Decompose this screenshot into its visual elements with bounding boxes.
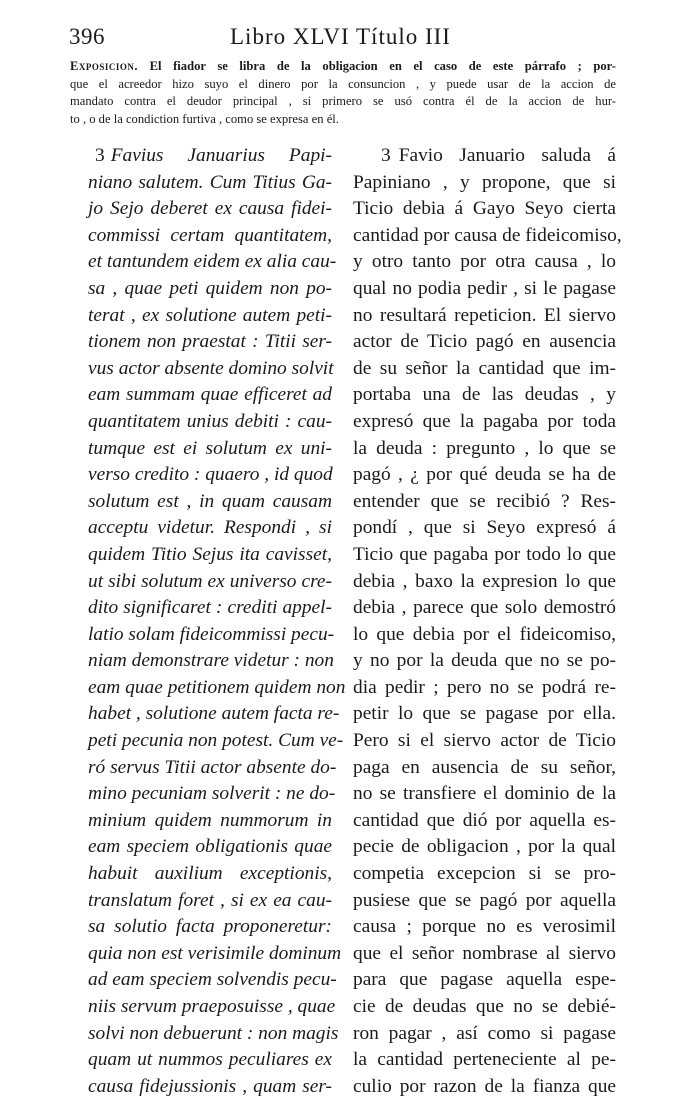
spanish-line: qual no podia pedir , si le pagase <box>353 277 616 299</box>
latin-line: quia non est verisimile dominum <box>88 942 342 964</box>
running-head: Libro XLVI Título III <box>230 24 451 49</box>
latin-line <box>88 143 332 170</box>
latin-line-text: Favius Januarius Papi- <box>110 145 332 166</box>
latin-line: solvi non debuerunt : non magis <box>88 1022 339 1044</box>
latin-line: ró servus Titii actor absente do- <box>88 756 337 778</box>
latin-line: causa fidejussionis , quam ser- <box>88 1075 332 1097</box>
spanish-line: pagó , ¿ por qué deuda se ha de <box>353 464 616 486</box>
latin-line: sa solutio facta proponeretur: <box>88 916 332 938</box>
spanish-line: la deuda : pregunto , lo que se <box>353 437 616 459</box>
latin-line: translatum foret , si ex ea cau- <box>88 889 332 911</box>
spanish-line <box>353 143 616 170</box>
latin-column <box>88 143 346 1100</box>
latin-line: mino pecuniam solverit : ne do- <box>88 783 336 805</box>
latin-line: dito significaret : crediti appel- <box>88 597 332 619</box>
latin-line: eam speciem obligationis quae <box>88 836 332 858</box>
spanish-line: para que pagase aquella espe- <box>353 969 616 991</box>
spanish-line: paga en ausencia de su señor, <box>353 756 616 778</box>
exposicion-line <box>70 58 616 76</box>
latin-line: quidem Titio Sejus ita cavisset, <box>88 543 332 565</box>
spanish-line: causa ; porque no es verosimil <box>353 916 616 938</box>
latin-line: quantitatem unius debiti : cau- <box>88 410 332 432</box>
exposicion-line: que el acreedor hizo suyo el dinero por la consuncion , y puede usar de la accion de <box>70 76 616 91</box>
spanish-line: y no por la deuda que no se po- <box>353 650 616 672</box>
latin-line: acceptu videtur. Respondi , si <box>88 517 332 539</box>
latin-line: terat , ex solutione autem peti- <box>88 304 332 326</box>
latin-line: niano salutem. Cum Titius Ga- <box>88 171 332 193</box>
spanish-line: dia pedir ; pero no se podrá re- <box>353 676 616 698</box>
latin-line: ad eam speciem solvendis pecu- <box>88 969 337 991</box>
latin-line: habuit auxilium exceptionis, <box>88 863 332 885</box>
latin-line: tionem non praestat : Titii ser- <box>88 331 332 353</box>
spanish-line: debia , baxo la expresion lo que <box>353 570 616 592</box>
spanish-line: actor de Ticio pagó en ausencia <box>353 331 616 353</box>
spanish-line: Pero si el siervo actor de Ticio <box>353 730 616 752</box>
section-number: 3 <box>381 145 391 166</box>
spanish-line: cantidad que dió por aquella es- <box>353 809 616 831</box>
latin-line: sa , quae peti quidem non po- <box>88 277 332 299</box>
latin-line: commissi certam quantitatem, <box>88 224 332 246</box>
latin-line: tumque est ei solutum ex uni- <box>88 437 332 459</box>
spanish-line: cantidad por causa de fideicomiso, <box>353 224 622 246</box>
spanish-line: pusiese que se pagó por aquella <box>353 889 616 911</box>
latin-line: et tantundem eidem ex alia cau- <box>88 251 337 273</box>
exposicion-line: mandato contra el deudor principal , si primero se usó contra él de la accion de hur- <box>70 94 616 109</box>
latin-line: latio solam fideicommissi pecu- <box>88 623 335 645</box>
exposicion-summary <box>70 58 616 128</box>
latin-line: niam demonstrare videtur : non <box>88 650 334 672</box>
spanish-line: la cantidad perteneciente al pe- <box>353 1049 616 1071</box>
latin-line: ut sibi solutum ex universo cre- <box>88 570 332 592</box>
spanish-line: ron pagar , así como si pagase <box>353 1022 616 1044</box>
spanish-line: que el señor nombrase al siervo <box>353 942 616 964</box>
spanish-line: de su señor la cantidad que im- <box>353 357 616 379</box>
spanish-line: cie de deudas que no se debié- <box>353 996 616 1017</box>
latin-line: peti pecunia non potest. Cum ve- <box>88 730 344 752</box>
latin-line: verso credito : quaero , id quod <box>88 464 333 486</box>
spanish-line: Ticio debia á Gayo Seyo cierta <box>353 198 616 220</box>
latin-line: jo Sejo deberet ex causa fidei- <box>88 198 332 220</box>
exposicion-line: to , o de la condiction furtiva , como se expresa en él. <box>70 111 339 126</box>
latin-line: solutum est , in quam causam <box>88 490 332 512</box>
exposicion-line-text: El fiador se libra de la obligacion en el caso de este párrafo ; por- <box>138 59 616 73</box>
spanish-line: entender que se recibió ? Res- <box>353 490 616 512</box>
exposicion-label: Exposicion. <box>70 59 139 73</box>
latin-line: habet , solutione autem facta re- <box>88 703 340 725</box>
latin-line: niis servum praeposuisse , quae <box>88 996 336 1017</box>
latin-line: eam quae petitionem quidem non <box>88 676 346 698</box>
spanish-line: expresó que la pagaba por toda <box>353 410 616 432</box>
spanish-line: petir lo que se pagase por ella. <box>353 703 616 725</box>
page-number: 396 <box>69 24 105 49</box>
spanish-line: competia excepcion si se pro- <box>353 863 616 885</box>
spanish-line: y otro tanto por otra causa , lo <box>353 251 616 273</box>
spanish-line: portaba una de las deudas , y <box>353 384 616 406</box>
latin-line: vus actor absente domino solvit <box>88 357 334 379</box>
spanish-line: Ticio que pagaba por todo lo que <box>353 543 616 565</box>
spanish-line: culio por razon de la fianza que <box>353 1075 616 1097</box>
latin-line: minium quidem nummorum in <box>88 809 332 831</box>
section-number: 3 <box>95 145 105 166</box>
latin-line: quam ut nummos peculiares ex <box>88 1049 332 1071</box>
spanish-line-text: Favio Januario saluda á <box>398 145 616 166</box>
spanish-line: no se transfiere el dominio de la <box>353 783 616 805</box>
spanish-line: Papiniano , y propone, que si <box>353 171 616 193</box>
spanish-line: pondí , que si Seyo expresó á <box>353 517 616 539</box>
latin-line: eam summam quae efficeret ad <box>88 384 332 406</box>
spanish-line: lo que debia por el fideicomiso, <box>353 623 616 645</box>
spanish-column <box>353 143 622 1100</box>
spanish-line: no resultará repeticion. El siervo <box>353 304 616 326</box>
spanish-line: pecie de obligacion , por la qual <box>353 836 616 858</box>
spanish-line: debia , parece que solo demostró <box>353 597 616 619</box>
